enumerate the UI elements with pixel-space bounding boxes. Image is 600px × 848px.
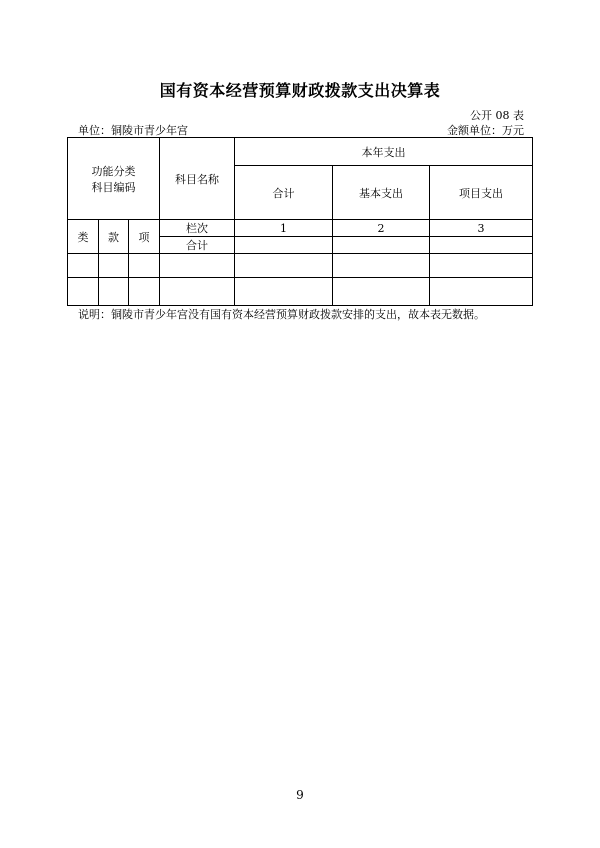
table-cell <box>160 254 235 278</box>
header-kuan: 款 <box>99 220 129 254</box>
col-index-2: 2 <box>333 220 430 237</box>
table-row <box>68 278 533 306</box>
budget-table <box>67 137 533 306</box>
table-cell <box>235 278 333 306</box>
table-code: 公开 08 表 <box>470 109 524 122</box>
table-cell <box>160 278 235 306</box>
header-function-line1: 功能分类 <box>91 164 136 178</box>
table-cell <box>68 278 99 306</box>
table-cell <box>430 278 533 306</box>
header-current-year: 本年支出 <box>235 138 533 166</box>
col-index-3: 3 <box>430 220 533 237</box>
total-cell <box>430 237 533 254</box>
table-cell <box>68 254 99 278</box>
table-cell <box>99 278 129 306</box>
total-cell <box>333 237 430 254</box>
unit-label: 单位：铜陵市青少年宫 <box>78 124 188 137</box>
page-number: 9 <box>296 788 304 802</box>
note-text: 说明：铜陵市青少年宫没有国有资本经营预算财政拨款安排的支出，故本表无数据。 <box>78 308 485 321</box>
table-cell <box>129 254 160 278</box>
table-cell <box>430 254 533 278</box>
header-xiang: 项 <box>129 220 160 254</box>
header-subject-name: 科目名称 <box>160 138 235 220</box>
header-total: 合计 <box>235 166 333 220</box>
total-cell <box>235 237 333 254</box>
table-cell <box>333 254 430 278</box>
page-title: 国有资本经营预算财政拨款支出决算表 <box>159 81 441 100</box>
table-cell <box>99 254 129 278</box>
header-lei: 类 <box>68 220 99 254</box>
header-basic: 基本支出 <box>333 166 430 220</box>
header-function-code <box>68 138 160 220</box>
table-row <box>68 254 533 278</box>
header-function-line2: 科目编码 <box>91 180 136 194</box>
row-index-label: 栏次 <box>160 220 235 237</box>
total-row-label: 合计 <box>160 237 235 254</box>
table-cell <box>129 278 160 306</box>
amount-unit: 金额单位：万元 <box>447 124 524 137</box>
col-index-1: 1 <box>235 220 333 237</box>
table-cell <box>333 278 430 306</box>
header-project: 项目支出 <box>430 166 533 220</box>
table-cell <box>235 254 333 278</box>
